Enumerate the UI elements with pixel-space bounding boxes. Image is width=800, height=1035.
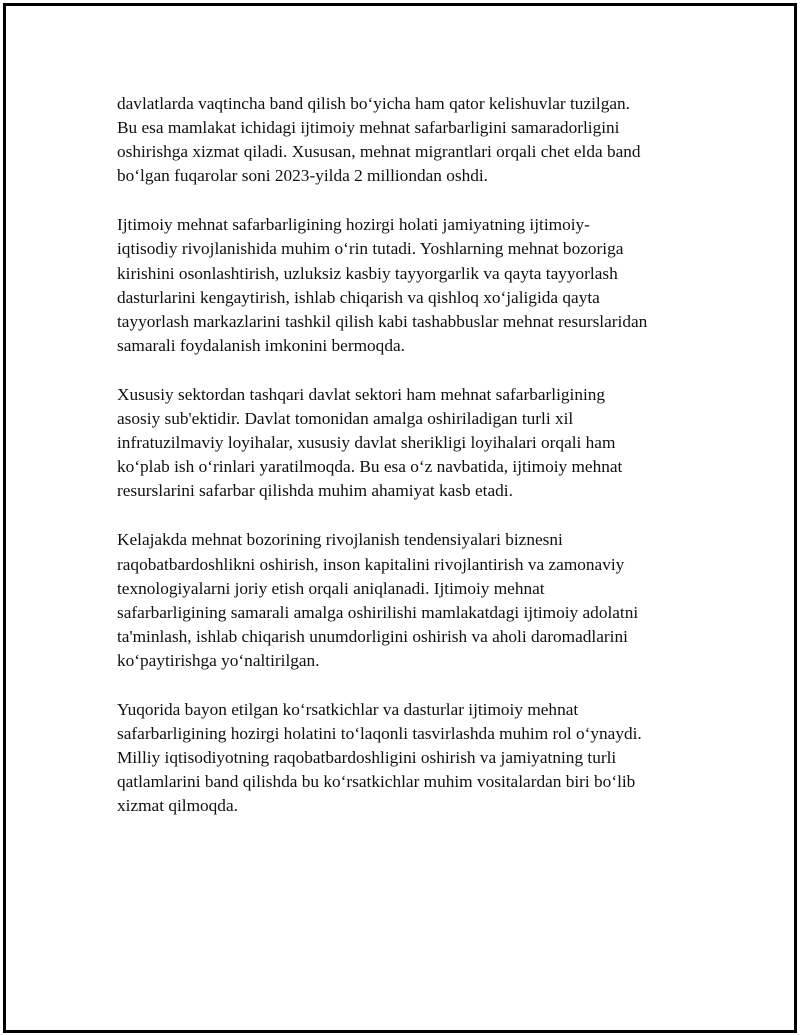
document-body bbox=[117, 92, 697, 843]
paragraph-5: Yuqorida bayon etilgan ko‘rsatkichlar va dasturlar ijtimoiy mehnat safarbarligining hozirgi holatini to‘laqonli tasvirlashda muhim rol o‘ynaydi. Milliy iqtisodiyotning raqobatbardoshligini oshirish va jamiyatning turli qatlamlarini band qilishda bu ko‘rsatkichlar muhim vositalardan biri bo‘lib xizmat qilmoqda. bbox=[117, 699, 642, 816]
paragraph-2: Ijtimoiy mehnat safarbarligining hozirgi holati jamiyatning ijtimoiy- iqtisodiy rivojlanishida muhim o‘rin tutadi. Yoshlarning mehnat bozoriga kirishini osonlashtirish, uzluksiz kasbiy tayyorgarlik va qayta tayyorlash dasturlarini kengaytirish, ishlab chiqarish va qishloq xo‘jaligida qayta tayyorlash markazlarini tashkil qilish kabi tashabbuslar mehnat resurslaridan samarali foydalanish imkonini bermoqda. bbox=[117, 215, 648, 355]
paragraph-1: davlatlarda vaqtincha band qilish bo‘yicha ham qator kelishuvlar tuzilgan. Bu esa mamlakat ichidagi ijtimoiy mehnat safarbarligini samaradorligini oshirishga xizmat qiladi. Xususan, mehnat migrantlari orqali chet elda band bo‘lgan fuqarolar soni 2023-yilda 2 milliondan oshdi. bbox=[117, 94, 641, 186]
paragraph-4: Kelajakda mehnat bozorining rivojlanish tendensiyalari biznesni raqobatbardoshlikni oshirish, inson kapitalini rivojlantirish va zamonaviy texnologiyalarni joriy etish orqali aniqlanadi. Ijtimoiy mehnat safarbarligining samarali amalga oshirilishi mamlakatdagi ijtimoiy adolatni ta'minlash, ishlab chiqarish unumdorligini oshirish va aholi daromadlarini ko‘paytirishga yo‘naltirilgan. bbox=[117, 530, 639, 670]
paragraph-3: Xususiy sektordan tashqari davlat sektori ham mehnat safarbarligining asosiy sub'ektidir. Davlat tomonidan amalga oshiriladigan turli xil infratuzilmaviy loyihalar, xususiy davlat sherikligi loyihalari orqali ham ko‘plab ish o‘rinlari yaratilmoqda. Bu esa o‘z navbatida, ijtimoiy mehnat resurslarini safarbar qilishda muhim ahamiyat kasb etadi. bbox=[117, 384, 623, 501]
